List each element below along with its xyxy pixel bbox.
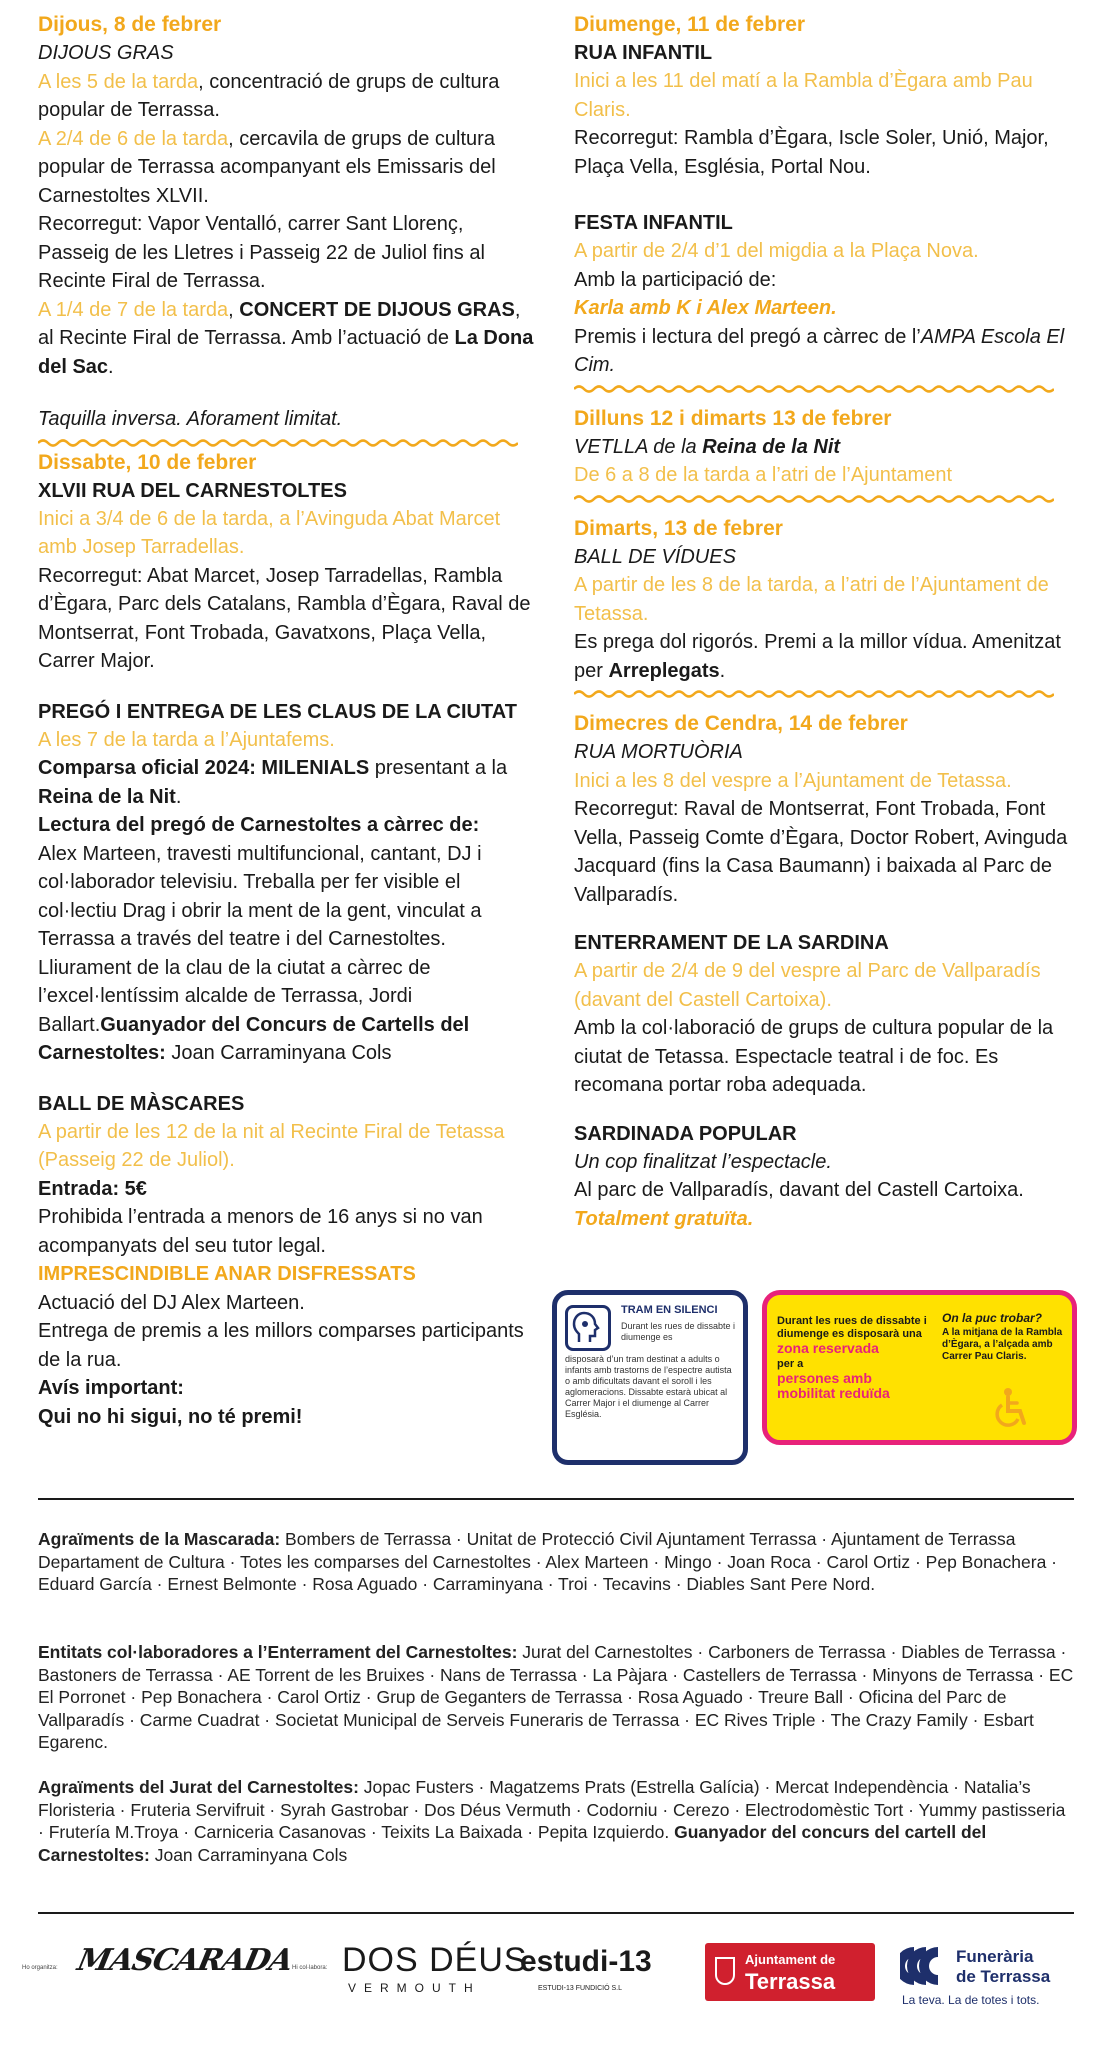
event-date: Dissabte, 10 de febrer [38,450,257,474]
event-date: Diumenge, 11 de febrer [574,13,806,36]
event-festa [574,209,1084,396]
event-artists: Karla amb K i Alex Marteen. [574,297,837,319]
event-free: Totalment gratuïta. [574,1207,754,1230]
ajuntament-text: Ajuntament de [745,1952,836,1967]
event-diumenge [574,10,1084,181]
wavy-divider [574,494,1084,506]
event-title: ENTERRAMENT DE LA SARDINA [574,932,889,954]
event-text: Actuació del DJ Alex Marteen. [38,1291,305,1314]
vermouth-logo-text: VERMOUTH [348,1981,481,1995]
event-text: Amb la col·laboració de grups de cultura popular de la ciutat de Tetassa. Espectacle teatral i de foc. Es recomana portar roba adequada. [574,1017,1054,1096]
acknowledgements-mascarada: Agraïments de la Mascarada: Bombers de Terrassa · Unitat de Protecció Civil Ajuntament Terrassa · Ajuntament de Terrassa Departament de Cultura · Totes les comparses del Carnestoltes · Alex Marteen · Mingo · Joan Roca · Carol Ortiz · Pep Bonachera · Eduard García · Ernest Belmonte · Rosa Aguado · Carraminyana · Troi · Tecavins · Diables Sant Pere Nord. [38,1529,1058,1594]
event-time: De 6 a 8 de la tarda a l’atri de l’Ajuntament [574,464,952,486]
head-profile-icon [565,1305,611,1351]
event-title: SARDINADA POPULAR [574,1122,797,1145]
event-date: Dilluns 12 i dimarts 13 de febrer [574,406,892,430]
event-date: Dimecres de Cendra, 14 de febrer [574,712,908,735]
acknowledgements-jurat: Agraïments del Jurat del Carnestoltes: Jopac Fusters · Magatzems Prats (Estrella Galícia) · Mercat Independència · Natalia’s Floristeria · Fruteria Servifruit · Syrah Gastrobar · Dos Déus Vermuth · Codorniu · Cerezo · Electrodomèstic Tort · Yummy pastisseria · Frutería M.Troya · Carniceria Casanovas · Teixits La Baixada · Pepita Izquierdo. Guanyador del concurs del cartell del Carnestoltes: Joan Carraminyana Cols [38,1777,1066,1865]
funeraria-icon [900,1945,948,1987]
zona-question: On la puc trobar? [942,1311,1043,1325]
funeraria-title: Funerària [956,1947,1034,1966]
event-time: A partir de les 12 de la nit al Recinte Firal de Tetassa (Passeig 22 de Juliol). [38,1120,505,1171]
event-ball [38,1090,538,1432]
event-title: RUA MORTUÒRIA [574,741,743,763]
event-costume: IMPRESCINDIBLE ANAR DISFRESSATS [38,1263,416,1285]
event-title: XLVII RUA DEL CARNESTOLTES [38,479,347,502]
event-title: BALL DE VÍDUES [574,545,736,568]
event-route: Recorregut: Rambla d’Ègara, Iscle Soler, Unió, Major, Plaça Vella, Església, Portal Nou. [574,127,1049,178]
event-route: Recorregut: Raval de Montserrat, Font Trobada, Font Vella, Passeig Comte d’Ègara, Doctor Robert, Avinguda Jacquard (fins la Casa Baumann) i baixada al Parc de Vallparadís. [574,798,1068,906]
event-vidues [574,514,1084,702]
zona-reservada-card [762,1290,1077,1445]
event-warning: Avís important: [38,1377,184,1399]
event-line: A 1/4 de 7 de la tarda, CONCERT DE DIJOUS GRAS, al Recinte Firal de Terrassa. Amb l’actuació de La Dona del Sac. [38,298,534,378]
event-title: FESTA INFANTIL [574,212,733,234]
event-subtitle: Lectura del pregó de Carnestoltes a càrrec de: [38,814,480,836]
event-dissabte [38,448,538,676]
event-entry: Entrada: 5€ [38,1177,147,1200]
event-subtitle: Un cop finalitzat l’espectacle. [574,1150,832,1173]
event-start: Inici a 3/4 de 6 de la tarda, a l’Avinguda Abat Marcet amb Josep Tarradellas. [38,507,501,558]
event-cendra [574,709,1084,909]
event-line: Comparsa oficial 2024: MILENIALS presentant a la Reina de la Nit. [38,757,508,808]
event-start: Inici a les 11 del matí a la Rambla d’Ègara amb Pau Claris. [574,70,1033,121]
event-text: Amb la participació de: [574,268,777,291]
zona-highlight: zona reservada [777,1340,879,1356]
event-text: Premis i lectura del pregó a càrrec de l’AMPA Escola El Cim. [574,325,1065,376]
event-text: Es prega dol rigorós. Premi a la millor vídua. Amenitzat per Arreplegats. [574,631,1061,682]
event-sardinada [574,1120,1084,1234]
event-prego [38,698,538,1068]
tram-silenci-card [552,1290,748,1465]
mascarada-logo: MASCARADA [74,1943,296,1978]
divider-line [38,1912,1074,1914]
tram-text: Durant les rues de dissabte i diumenge es [621,1321,736,1342]
estudi-13-subtitle: ESTUDI-13 FUNDICIÓ S.L [538,1985,623,1992]
info-cards [552,1290,1077,1465]
event-text: Prohibida l’entrada a menors de 16 anys si no van acompanyats del seu tutor legal. [38,1206,483,1257]
event-date: Dijous, 8 de febrer [38,13,222,36]
event-dijous [38,10,538,450]
estudi-13-logo: estudi-13 [520,1945,652,1978]
terrassa-text: Terrassa [745,1969,836,1994]
event-title: PREGÓ I ENTREGA DE LES CLAUS DE LA CIUTAT [38,700,517,723]
dos-deus-logo: DOS DÉUS [342,1941,528,1979]
event-date: Dimarts, 13 de febrer [574,516,783,540]
event-note: Taquilla inversa. Aforament limitat. [38,408,343,430]
event-vetlla [574,404,1084,506]
event-time: A les 7 de la tarda a l’Ajuntafems. [38,728,335,751]
funeraria-tagline: La teva. La de totes i tots. [902,1993,1040,2007]
wavy-divider [574,384,1084,396]
event-warning: Qui no hi sigui, no té premi! [38,1405,303,1428]
wheelchair-icon [990,1385,1034,1429]
tram-title: TRAM EN SILENCI [621,1304,718,1316]
event-title: RUA INFANTIL [574,42,713,64]
zona-text: per a [777,1358,804,1370]
wavy-divider [574,689,1084,701]
divider-line [38,1498,1074,1500]
funeraria-subtitle: de Terrassa [956,1967,1051,1986]
event-time: A partir de les 8 de la tarda, a l’atri de l’Ajuntament de Tetassa. [574,574,1049,625]
event-line: A 2/4 de 6 de la tarda, cercavila de grups de cultura popular de Terrassa acompanyant els Emissaris del Carnestoltes XLVII. [38,127,496,207]
tram-text: disposarà d’un tram destinat a adults o infants amb trastorns de l’espectre autista o amb dificultats davant el soroll i les aglomeracions. Dissabte estarà ubicat al Carrer Major i el diumenge al Carrer Església. [565,1354,732,1419]
ajuntament-logo [705,1943,875,2001]
zona-highlight: persones amb mobilitat reduïda [777,1370,890,1401]
event-text: Entrega de premis a les millors comparses participants de la rua. [38,1320,524,1371]
acknowledgements-enterrament: Entitats col·laboradores a l’Enterrament del Carnestoltes: Jurat del Carnestoltes · Carboners de Terrassa · Diables de Terrassa · Bastoners de Terrassa · AE Torrent de les Bruixes · Nans de Terrassa · La Pàjara · Castellers de Terrassa · Minyons de Terrassa · EC El Porronet · Pep Bonachera · Carol Ortiz · Grup de Geganters de Terrassa · Rosa Aguado · Treure Ball · Oficina del Parc de Vallparadís · Carme Cuadrat · Societat Municipal de Serveis Funeraris de Terrassa · EC Rives Triple · The Crazy Family · Esbart Egarenc. [38,1642,1074,1752]
event-line: A les 5 de la tarda, concentració de grups de cultura popular de Terrassa. [38,70,500,121]
right-column [574,10,1084,1253]
event-route: Recorregut: Vapor Ventalló, carrer Sant Llorenç, Passeig de les Lletres i Passeig 22 de Juliol fins al Recinte Firal de Terrassa. [38,213,485,292]
zona-text: Durant les rues de dissabte i diumenge es disposarà una [777,1315,927,1340]
event-text: Alex Marteen, travesti multifuncional, cantant, DJ i col·laborador televisiu. Treballa per fer visible el col·lectiu Drag i obrir la ment de la gent, vinculat a Terrassa a través del teatre i del Carnestoltes. Lliurament de la clau de la ciutat a càrrec de l’excel·lentíssim alcalde de Terrassa, Jordi Ballart.Guanyador del Concurs de Cartells del Carnestoltes: Joan Carraminyana Cols [38,842,482,1064]
organizer-label: Ho organitza: [22,1965,58,1971]
event-text: Al parc de Vallparadís, davant del Castell Cartoixa. [574,1179,1024,1201]
zona-answer: A la mitjana de la Rambla d’Ègara, a l’alçada amb Carrer Pau Claris. [942,1327,1063,1362]
event-time: A partir de 2/4 d’1 del migdia a la Plaça Nova. [574,240,979,262]
event-title: BALL DE MÀSCARES [38,1092,245,1115]
event-route: Recorregut: Abat Marcet, Josep Tarradellas, Rambla d’Ègara, Parc dels Catalans, Rambla d’Ègara, Raval de Montserrat, Font Trobada, Gavatxons, Plaça Vella, Carrer Major. [38,564,531,672]
left-column [38,10,538,1451]
coat-of-arms-icon [715,1957,735,1985]
collaborator-label: Hi col·labora: [292,1965,328,1971]
event-time: Inici a les 8 del vespre a l’Ajuntament de Tetassa. [574,769,1012,792]
event-title: VETLLA de la Reina de la Nit [574,435,841,458]
sponsors-footer [20,1935,1080,2015]
event-title: DIJOUS GRAS [38,42,174,64]
event-sardina [574,929,1084,1100]
event-time: A partir de 2/4 de 9 del vespre al Parc de Vallparadís (davant del Castell Cartoixa). [574,960,1041,1011]
